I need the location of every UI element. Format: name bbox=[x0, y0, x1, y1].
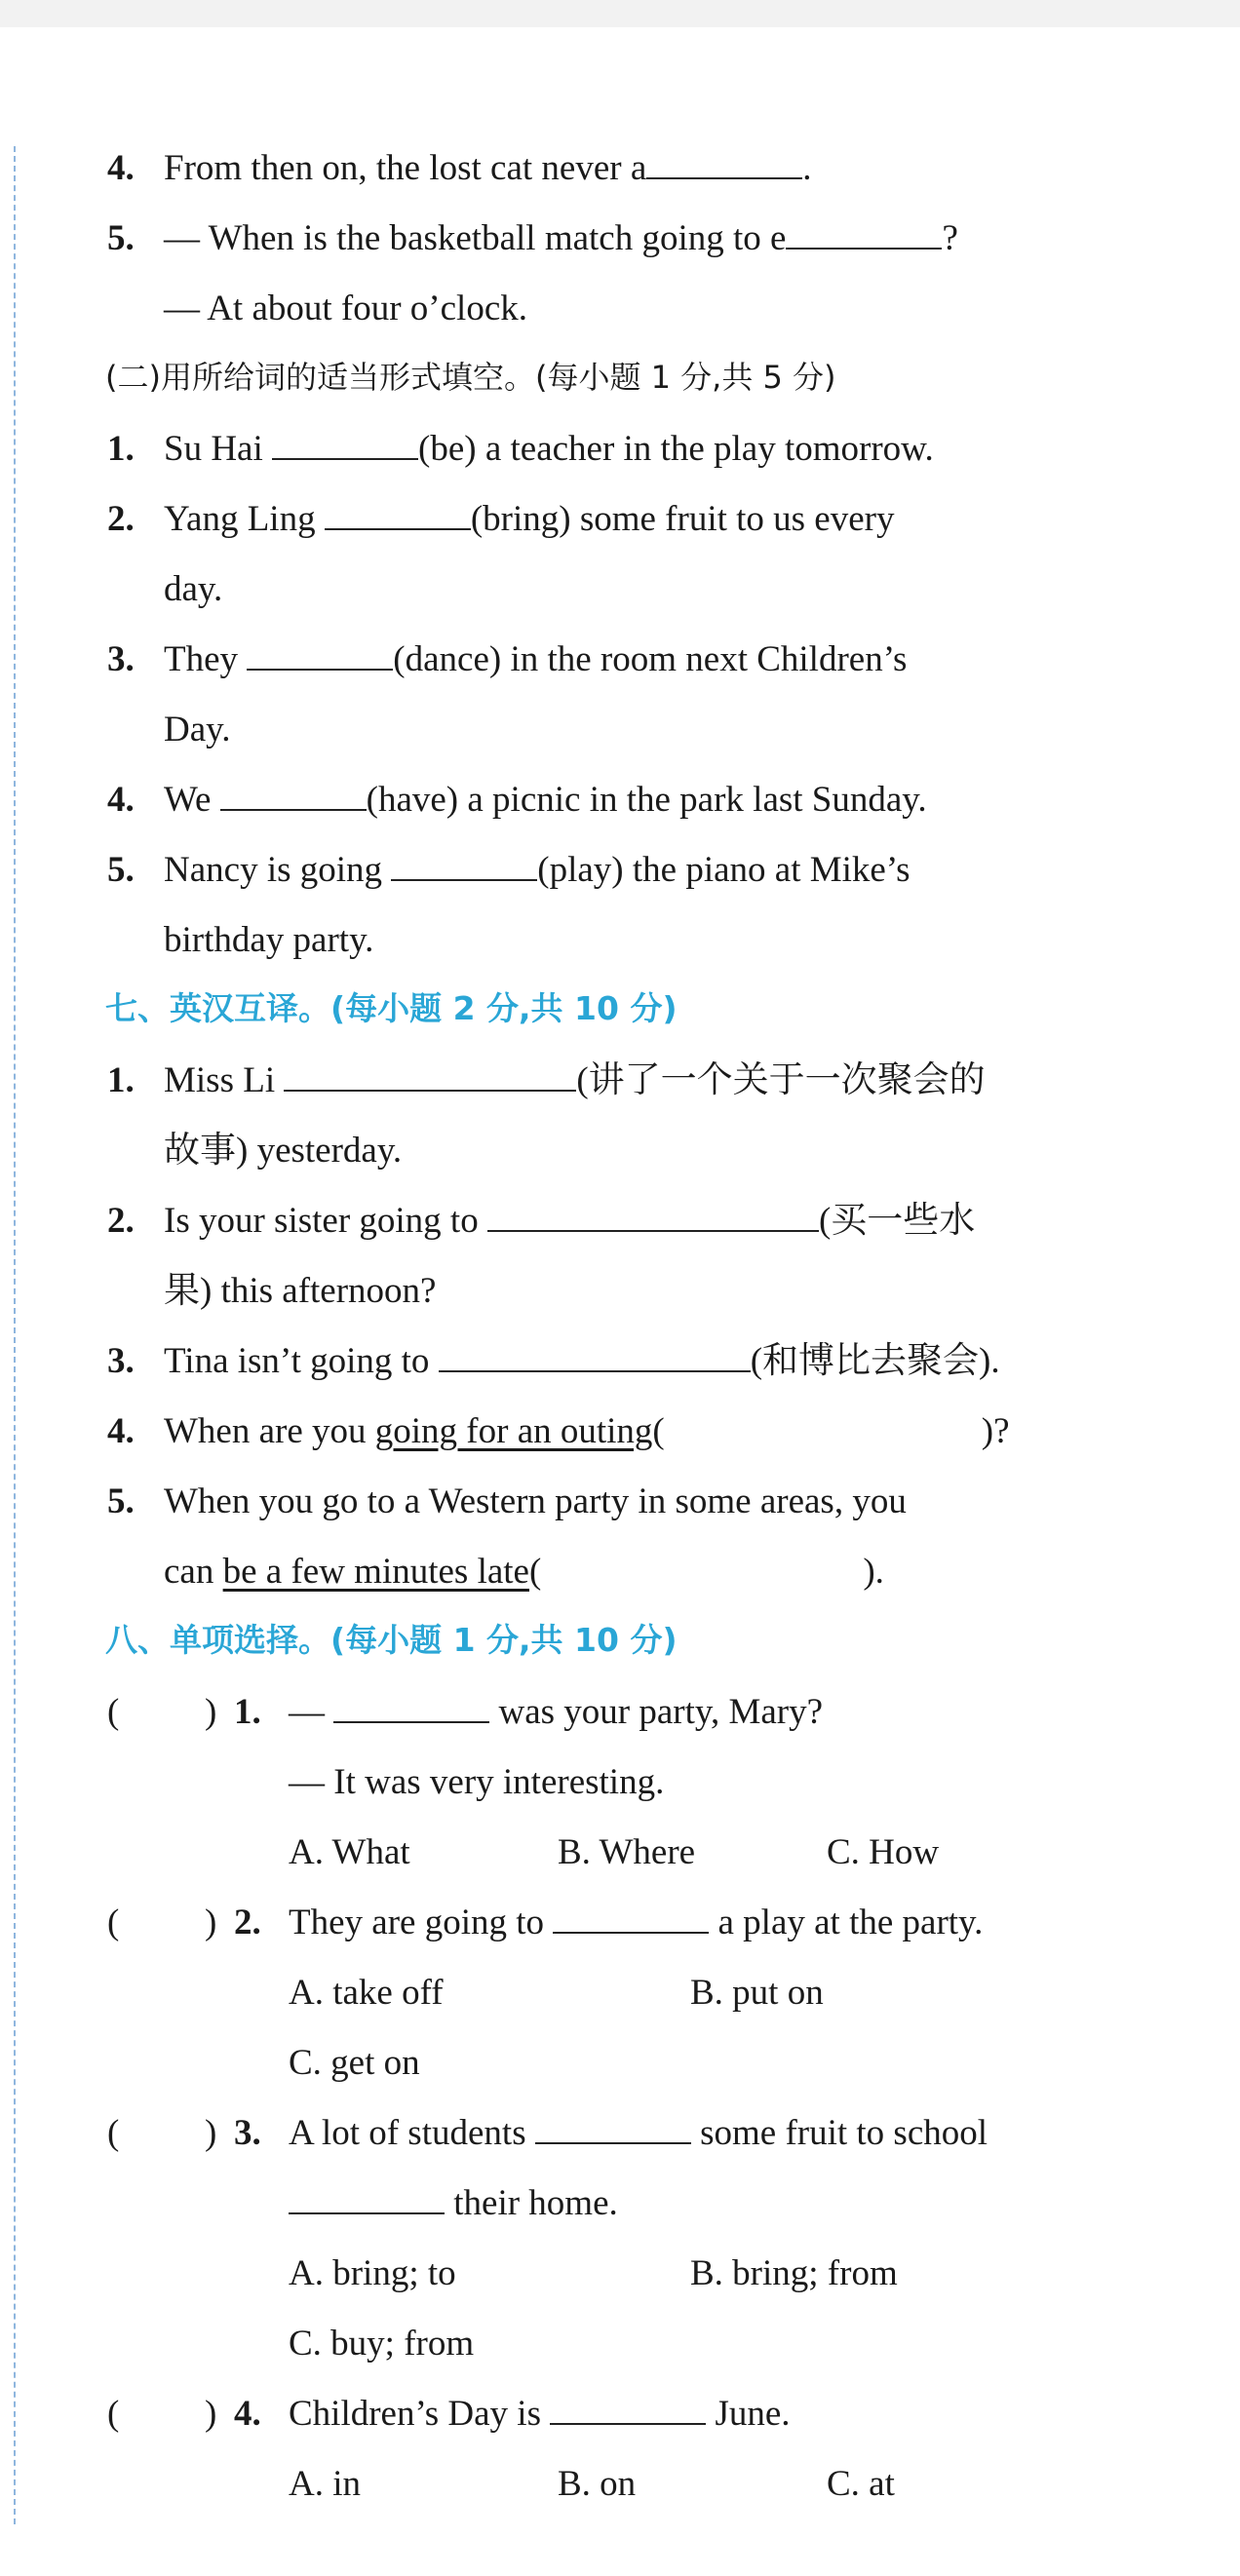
question-line-2: — It was very interesting. bbox=[289, 1762, 665, 1802]
question-text-pre: Yang Ling bbox=[164, 499, 316, 539]
question-text-pre: Is your sister going to bbox=[164, 1201, 479, 1241]
question-number: 2. bbox=[107, 499, 135, 539]
question-text-pre: We bbox=[164, 780, 212, 820]
answer-paren-close: ) bbox=[205, 2113, 217, 2153]
question-text-pre: When are you bbox=[164, 1411, 367, 1451]
question-number: 3. bbox=[107, 639, 135, 679]
answer-paren-open: ( bbox=[107, 2113, 120, 2153]
question-number: 1. bbox=[107, 1060, 135, 1100]
answer-box[interactable] bbox=[132, 2390, 200, 2439]
answer-blank[interactable] bbox=[247, 635, 393, 671]
question-number: 4. bbox=[107, 148, 135, 188]
option-c[interactable]: C. buy; from bbox=[289, 2324, 475, 2364]
question-text-post: (讲了一个关于一次聚会的 bbox=[576, 1060, 986, 1100]
question-text-pre: They bbox=[164, 639, 239, 679]
question-text bbox=[164, 846, 911, 895]
question-text-pre: Children’s Day is bbox=[289, 2394, 541, 2434]
question-continuation: birthday party. bbox=[164, 920, 374, 960]
answer-blank[interactable] bbox=[284, 1057, 576, 1092]
option-a[interactable]: A. take off bbox=[289, 1973, 444, 2013]
question-number: 3. bbox=[107, 1341, 135, 1381]
answer-paren-close: ) bbox=[205, 1692, 217, 1732]
question-continuation: Day. bbox=[164, 710, 231, 750]
question-text-pre: Miss Li bbox=[164, 1060, 276, 1100]
paren-close: ). bbox=[863, 1552, 884, 1592]
question-text bbox=[164, 495, 894, 544]
question-text-post: June. bbox=[715, 2394, 791, 2434]
question-number: 4. bbox=[107, 780, 135, 820]
question-text bbox=[164, 1197, 975, 1246]
question-text bbox=[164, 214, 958, 263]
question-text-pre: From then on, the lost cat never a bbox=[164, 148, 647, 188]
question-text-post: was your party, Mary? bbox=[498, 1692, 824, 1732]
question-text bbox=[289, 2390, 791, 2439]
answer-paren-close: ) bbox=[205, 1903, 217, 1942]
answer-line: — At about four o’clock. bbox=[164, 288, 527, 328]
answer-blank[interactable] bbox=[535, 2109, 691, 2144]
question-text-post: . bbox=[802, 148, 812, 188]
question-text-post: (dance) in the room next Children’s bbox=[393, 639, 908, 679]
question-number: 3. bbox=[234, 2113, 261, 2153]
section-heading: 八、单项选择。(每小题 1 分,共 10 分) bbox=[105, 1621, 678, 1659]
question-line-2 bbox=[289, 2179, 618, 2228]
question-text-post: (买一些水 bbox=[818, 1201, 976, 1241]
question-continuation: day. bbox=[164, 569, 223, 609]
question-text-pre: They are going to bbox=[289, 1903, 544, 1942]
question-number: 4. bbox=[107, 1411, 135, 1451]
page-top-strip bbox=[0, 0, 1240, 27]
question-text-post: their home. bbox=[453, 2183, 618, 2223]
question-text: When you go to a Western party in some areas, you bbox=[164, 1481, 907, 1521]
answer-blank[interactable] bbox=[325, 495, 471, 530]
option-b[interactable]: B. bring; from bbox=[690, 2253, 898, 2293]
question-text-post: (和博比去聚会). bbox=[750, 1341, 1000, 1381]
question-text-post: (be) a teacher in the play tomorrow. bbox=[418, 429, 934, 469]
option-a[interactable]: A. in bbox=[289, 2464, 361, 2504]
paren-open: ( bbox=[528, 1552, 542, 1592]
question-text bbox=[164, 1057, 986, 1105]
question-number: 1. bbox=[107, 429, 135, 469]
paren-open: ( bbox=[652, 1411, 665, 1451]
question-text-post: ? bbox=[942, 218, 958, 258]
question-text bbox=[289, 1688, 823, 1737]
question-continuation: 果) this afternoon? bbox=[164, 1271, 437, 1311]
question-text-post: a play at the party. bbox=[717, 1903, 984, 1942]
question-text-pre: — When is the basketball match going to e bbox=[164, 218, 787, 258]
question-text-pre: A lot of students bbox=[289, 2113, 526, 2153]
answer-blank[interactable] bbox=[333, 1688, 489, 1723]
section-heading: 七、英汉互译。(每小题 2 分,共 10 分) bbox=[105, 989, 678, 1027]
answer-paren-close: ) bbox=[205, 2394, 217, 2434]
answer-blank[interactable] bbox=[786, 214, 942, 250]
question-number: 5. bbox=[107, 1481, 135, 1521]
question-text bbox=[164, 144, 812, 193]
question-text-post: (play) the piano at Mike’s bbox=[537, 850, 911, 890]
answer-blank[interactable] bbox=[439, 1337, 751, 1372]
question-text bbox=[164, 635, 907, 684]
answer-box[interactable] bbox=[132, 1688, 200, 1737]
question-text-pre: — bbox=[289, 1692, 325, 1732]
answer-paren-open: ( bbox=[107, 2394, 120, 2434]
answer-blank[interactable] bbox=[391, 846, 537, 881]
answer-blank[interactable] bbox=[220, 776, 367, 811]
answer-paren-open: ( bbox=[107, 1692, 120, 1732]
option-b[interactable]: B. put on bbox=[690, 1973, 824, 2013]
question-text-pre: Tina isn’t going to bbox=[164, 1341, 430, 1381]
answer-blank[interactable] bbox=[487, 1197, 819, 1232]
question-continuation bbox=[164, 1548, 884, 1596]
question-text-post: some fruit to school bbox=[700, 2113, 988, 2153]
answer-blank[interactable] bbox=[646, 144, 802, 179]
option-a[interactable]: A. What bbox=[289, 1832, 410, 1872]
answer-blank[interactable] bbox=[550, 2390, 706, 2425]
question-number: 2. bbox=[234, 1903, 261, 1942]
answer-blank[interactable] bbox=[289, 2179, 445, 2214]
question-text-pre: Su Hai bbox=[164, 429, 263, 469]
paren-close: )? bbox=[981, 1411, 1010, 1451]
answer-box[interactable] bbox=[132, 2109, 200, 2158]
question-text bbox=[289, 1899, 983, 1947]
question-text-post: (have) a picnic in the park last Sunday. bbox=[366, 780, 927, 820]
question-number: 2. bbox=[107, 1201, 135, 1241]
option-c[interactable]: C. get on bbox=[289, 2043, 420, 2083]
question-number: 1. bbox=[234, 1692, 261, 1732]
answer-box[interactable] bbox=[132, 1899, 200, 1947]
answer-paren-open: ( bbox=[107, 1903, 120, 1942]
question-number: 5. bbox=[107, 850, 135, 890]
underlined-phrase: be a few minutes late bbox=[222, 1552, 529, 1592]
question-text-post: (bring) some fruit to us every bbox=[470, 499, 895, 539]
question-text bbox=[164, 776, 927, 825]
question-text-pre: Nancy is going bbox=[164, 850, 383, 890]
question-continuation: 故事) yesterday. bbox=[164, 1131, 403, 1171]
option-b[interactable]: B. on bbox=[558, 2464, 637, 2504]
option-b[interactable]: B. Where bbox=[558, 1832, 696, 1872]
question-number: 4. bbox=[234, 2394, 261, 2434]
underlined-phrase: going for an outing bbox=[374, 1411, 653, 1451]
question-number: 5. bbox=[107, 218, 135, 258]
section-subheading: (二)用所给词的适当形式填空。(每小题 1 分,共 5 分) bbox=[105, 359, 836, 396]
question-text bbox=[289, 2109, 988, 2158]
option-c[interactable]: C. at bbox=[827, 2464, 895, 2504]
question-text-pre: can bbox=[164, 1552, 214, 1592]
option-a[interactable]: A. bring; to bbox=[289, 2253, 456, 2293]
answer-blank[interactable] bbox=[553, 1899, 709, 1934]
question-text bbox=[164, 1407, 1010, 1456]
option-c[interactable]: C. How bbox=[827, 1832, 940, 1872]
answer-blank[interactable] bbox=[272, 425, 418, 460]
binding-margin-line bbox=[14, 146, 16, 2524]
question-text bbox=[164, 425, 934, 474]
question-text bbox=[164, 1337, 1000, 1386]
